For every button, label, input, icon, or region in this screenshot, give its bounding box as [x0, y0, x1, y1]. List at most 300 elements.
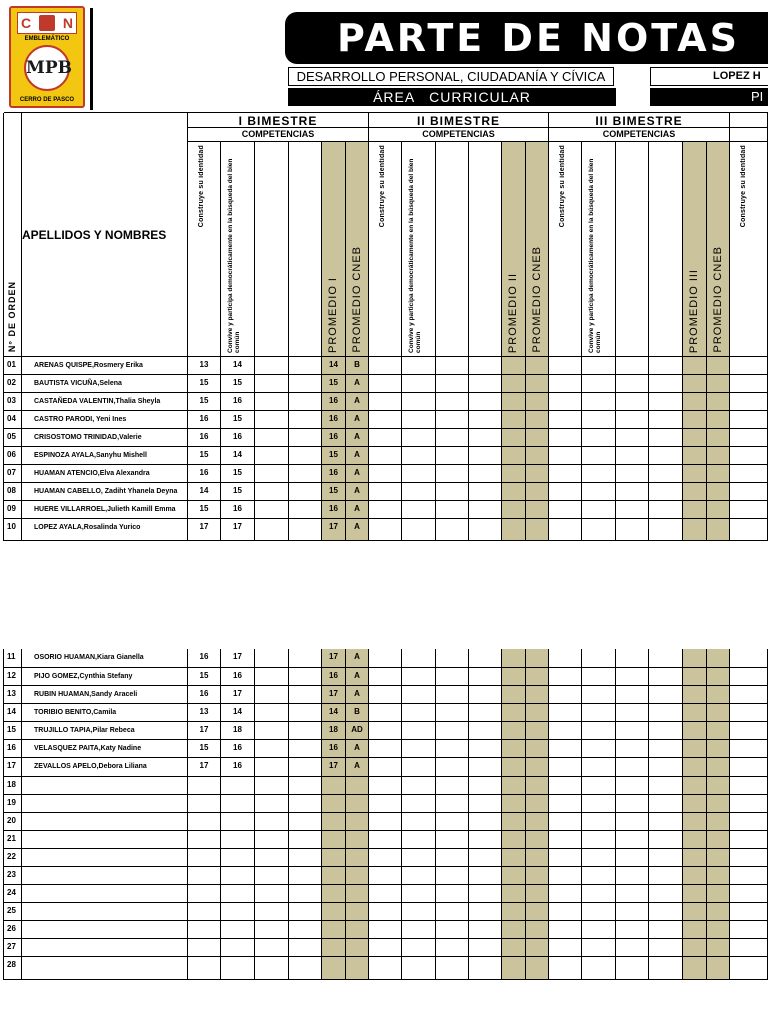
subject-field: DESARROLLO PERSONAL, CIUDADANÍA Y CÍVICA: [288, 67, 614, 86]
order-number: 18: [7, 780, 16, 789]
grade-cell: [188, 686, 221, 704]
order-cell: [4, 813, 22, 831]
grade-cell: [730, 357, 768, 375]
grade-cell: [322, 849, 346, 867]
grade-cell: [649, 867, 683, 885]
grade-cell: [369, 483, 402, 501]
grade-cell: [707, 777, 730, 795]
grade-cneb: B: [354, 707, 360, 716]
order-cell: [4, 465, 22, 483]
grade-cell: [730, 795, 768, 813]
grade-cell: [369, 722, 402, 740]
order-number: 23: [7, 870, 16, 879]
order-cell: [4, 429, 22, 447]
grade-cell: [707, 921, 730, 939]
grade-cell: [730, 957, 768, 980]
grade-promedio: 17: [329, 761, 338, 770]
grade-cell: [255, 722, 289, 740]
grade-construye: 15: [199, 378, 209, 387]
order-cell: [4, 483, 22, 501]
grade-cell: [255, 704, 289, 722]
grade-cell: [549, 939, 582, 957]
grade-cell: [526, 465, 549, 483]
grade-cell: [502, 813, 526, 831]
grade-cell: [549, 777, 582, 795]
grade-cell: [549, 393, 582, 411]
grade-cell: [255, 649, 289, 668]
grade-cell: [683, 483, 707, 501]
grade-cell: [255, 465, 289, 483]
grade-cell: [616, 813, 649, 831]
grade-cell: [369, 704, 402, 722]
competency-construye-label: Construye su identidad: [379, 145, 386, 228]
grade-cell: [402, 777, 436, 795]
grade-cell: [730, 465, 768, 483]
grade-cell: [221, 668, 255, 686]
grade-cell: [616, 375, 649, 393]
grade-cell: [346, 375, 369, 393]
grade-cell: [436, 903, 469, 921]
grade-cell: [469, 813, 502, 831]
competency-construye-label: Construye su identidad: [198, 145, 205, 228]
grade-cell: [255, 429, 289, 447]
grade-cell: [346, 411, 369, 429]
student-name-cell: [22, 519, 188, 541]
grade-cell: [707, 722, 730, 740]
column-header-1-2: [221, 142, 255, 357]
grade-cell: [469, 903, 502, 921]
column-header-1-6: [346, 142, 369, 357]
student-name-cell: [22, 831, 188, 849]
grade-cell: [369, 867, 402, 885]
grade-cell: [502, 921, 526, 939]
grade-convive: 15: [233, 378, 242, 387]
grade-cell: [502, 411, 526, 429]
grade-cell: [526, 501, 549, 519]
grade-cell: [188, 649, 221, 668]
names-header: [22, 113, 188, 357]
grade-cell: [188, 777, 221, 795]
order-cell: [4, 867, 22, 885]
student-name-cell: [22, 375, 188, 393]
grade-cell: [436, 921, 469, 939]
grade-cell: [255, 957, 289, 980]
grade-cell: [402, 465, 436, 483]
grade-cell: [582, 429, 616, 447]
grade-cneb: A: [354, 378, 360, 387]
grade-cell: [582, 777, 616, 795]
grade-cell: [322, 649, 346, 668]
grade-cell: [730, 777, 768, 795]
grade-cell: [707, 411, 730, 429]
grade-cell: [683, 758, 707, 777]
grade-construye: 16: [199, 689, 209, 698]
grade-cell: [616, 447, 649, 465]
grade-cell: [402, 357, 436, 375]
competency-construye-label: Construye su identidad: [559, 145, 566, 228]
student-name: OSORIO HUAMAN,Kiara Gianella: [34, 654, 144, 661]
names-header-label: APELLIDOS Y NOMBRES: [22, 228, 167, 242]
grade-cell: [289, 921, 322, 939]
grade-cell: [436, 777, 469, 795]
grade-cell: [582, 357, 616, 375]
grade-cell: [730, 831, 768, 849]
order-cell: [4, 740, 22, 758]
grade-cell: [616, 722, 649, 740]
grade-cell: [649, 519, 683, 541]
order-cell: [4, 649, 22, 668]
order-cell: [4, 501, 22, 519]
grade-cell: [730, 649, 768, 668]
grade-cell: [255, 411, 289, 429]
area-label: ÁREA CURRICULAR: [288, 88, 616, 106]
grade-cell: [369, 777, 402, 795]
grade-cell: [549, 686, 582, 704]
grade-cell: [221, 813, 255, 831]
order-number: 10: [7, 522, 16, 531]
grade-cell: [730, 429, 768, 447]
grade-promedio: 16: [329, 396, 338, 405]
grade-construye: 13: [199, 707, 209, 716]
grade-cell: [221, 921, 255, 939]
grade-cell: [255, 375, 289, 393]
grade-cell: [188, 758, 221, 777]
student-name-cell: [22, 704, 188, 722]
grade-cell: [369, 939, 402, 957]
grade-cell: [549, 429, 582, 447]
grade-cell: [322, 903, 346, 921]
grade-cell: [289, 501, 322, 519]
grade-cell: [289, 795, 322, 813]
grade-cell: [582, 465, 616, 483]
promedio-header-1: PROMEDIO I: [327, 276, 339, 353]
grade-cell: [730, 939, 768, 957]
order-number: 27: [7, 942, 16, 951]
grade-cell: [526, 686, 549, 704]
order-cell: [4, 903, 22, 921]
grade-cell: [436, 465, 469, 483]
grade-cell: [649, 668, 683, 686]
grade-cell: [649, 375, 683, 393]
grade-cell: [322, 483, 346, 501]
grade-cell: [683, 649, 707, 668]
student-name-cell: [22, 921, 188, 939]
grade-cell: [707, 375, 730, 393]
grade-cell: [502, 465, 526, 483]
order-cell: [4, 668, 22, 686]
grade-construye: 15: [199, 450, 209, 459]
grade-cell: [188, 722, 221, 740]
grade-cell: [402, 447, 436, 465]
grade-convive: 16: [233, 671, 242, 680]
grade-cell: [369, 429, 402, 447]
grade-cell: [221, 649, 255, 668]
grade-cell: [549, 501, 582, 519]
grade-cell: [402, 411, 436, 429]
grade-cell: [683, 519, 707, 541]
grade-cell: [402, 722, 436, 740]
grade-cell: [707, 429, 730, 447]
grade-cell: [255, 501, 289, 519]
order-number: 24: [7, 888, 16, 897]
grade-cell: [322, 668, 346, 686]
grade-construye: 17: [199, 761, 209, 770]
grade-cell: [289, 939, 322, 957]
column-header-3-5: [683, 142, 707, 357]
column-header-2-4: [469, 142, 502, 357]
grade-cell: [436, 813, 469, 831]
grade-cell: [289, 465, 322, 483]
grade-cell: [502, 447, 526, 465]
grade-cell: [730, 903, 768, 921]
order-number: 06: [7, 450, 16, 459]
grade-cell: [188, 393, 221, 411]
grade-cell: [707, 465, 730, 483]
grade-construye: 14: [199, 486, 209, 495]
grade-cell: [322, 393, 346, 411]
logo-letter-left: C: [21, 15, 32, 31]
grade-cell: [322, 686, 346, 704]
grade-cell: [549, 831, 582, 849]
grade-cell: [582, 393, 616, 411]
grade-cell: [730, 686, 768, 704]
grade-cell: [289, 519, 322, 541]
grade-cell: [369, 921, 402, 939]
grade-cell: [469, 501, 502, 519]
grade-cell: [616, 921, 649, 939]
order-cell: [4, 795, 22, 813]
grade-cell: [188, 740, 221, 758]
grade-cell: [616, 704, 649, 722]
grade-cell: [322, 921, 346, 939]
grade-cell: [526, 777, 549, 795]
grade-cell: [526, 393, 549, 411]
grade-cell: [649, 813, 683, 831]
order-cell: [4, 939, 22, 957]
grade-cell: [502, 795, 526, 813]
grade-construye: 17: [199, 725, 209, 734]
order-cell: [4, 957, 22, 980]
grade-cell: [402, 649, 436, 668]
grade-cell: [188, 813, 221, 831]
grade-construye: 15: [199, 671, 209, 680]
student-name-cell: [22, 740, 188, 758]
student-name-cell: [22, 393, 188, 411]
grade-cell: [469, 447, 502, 465]
grade-cell: [346, 957, 369, 980]
student-name: CRISOSTOMO TRINIDAD,Valerie: [34, 434, 142, 441]
grade-cell: [526, 375, 549, 393]
grade-cell: [346, 813, 369, 831]
grade-cell: [188, 501, 221, 519]
grade-cell: [369, 831, 402, 849]
grade-cell: [730, 885, 768, 903]
grade-cneb: A: [354, 486, 360, 495]
grade-cell: [616, 668, 649, 686]
grade-cell: [582, 795, 616, 813]
student-name-cell: [22, 686, 188, 704]
grade-cell: [469, 668, 502, 686]
grade-cell: [730, 758, 768, 777]
grade-cell: [730, 483, 768, 501]
grade-cell: [526, 758, 549, 777]
student-name: HUERE VILLARROEL,Julieth Kamill Emma: [34, 506, 176, 513]
column-header-1-1: [188, 142, 221, 357]
grade-cell: [322, 519, 346, 541]
student-name-cell: [22, 447, 188, 465]
teacher-field: LOPEZ H: [650, 67, 768, 86]
grade-cell: [707, 939, 730, 957]
student-name-cell: [22, 939, 188, 957]
grade-cell: [730, 411, 768, 429]
grade-construye: 15: [199, 396, 209, 405]
grade-cell: [649, 957, 683, 980]
grade-cell: [369, 686, 402, 704]
grade-cell: [707, 957, 730, 980]
grade-cell: [402, 704, 436, 722]
order-number: 03: [7, 396, 16, 405]
grade-cell: [469, 704, 502, 722]
student-name-cell: [22, 885, 188, 903]
grade-cell: [402, 740, 436, 758]
grade-cell: [469, 357, 502, 375]
grade-promedio: 14: [329, 360, 338, 369]
grade-cell: [502, 375, 526, 393]
grade-cell: [502, 831, 526, 849]
promedio-cneb-header-1: PROMEDIO CNEB: [351, 246, 363, 353]
student-name-cell: [22, 903, 188, 921]
grade-cell: [502, 393, 526, 411]
grade-cell: [582, 722, 616, 740]
grade-cell: [502, 758, 526, 777]
grade-cell: [469, 831, 502, 849]
grade-cell: [436, 483, 469, 501]
grade-cell: [322, 957, 346, 980]
grade-construye: 16: [199, 468, 209, 477]
grade-cell: [649, 831, 683, 849]
grade-cell: [255, 758, 289, 777]
grade-cell: [255, 885, 289, 903]
grade-cell: [436, 649, 469, 668]
grade-cell: [188, 939, 221, 957]
grade-cell: [221, 777, 255, 795]
grade-promedio: 15: [329, 450, 338, 459]
grade-cell: [188, 375, 221, 393]
grade-cell: [221, 795, 255, 813]
order-number: 19: [7, 798, 16, 807]
competencias-label-1: COMPETENCIAS: [241, 129, 315, 139]
grade-convive: 15: [233, 486, 242, 495]
grade-cell: [649, 777, 683, 795]
grade-cell: [221, 447, 255, 465]
competencias-header-1: [188, 128, 369, 142]
grade-cell: [289, 704, 322, 722]
grade-cell: [683, 465, 707, 483]
grade-cell: [526, 668, 549, 686]
grade-cell: [649, 849, 683, 867]
grade-cell: [322, 429, 346, 447]
grade-cell: [502, 704, 526, 722]
grade-cell: [526, 867, 549, 885]
grade-cell: [649, 795, 683, 813]
grade-cell: [402, 429, 436, 447]
grade-cell: [683, 740, 707, 758]
grade-cell: [582, 519, 616, 541]
grade-cell: [549, 357, 582, 375]
grade-cell: [526, 519, 549, 541]
grade-cell: [616, 777, 649, 795]
order-cell: [4, 885, 22, 903]
grade-cell: [289, 668, 322, 686]
grade-promedio: 15: [329, 378, 338, 387]
grade-cell: [683, 411, 707, 429]
order-number: 13: [7, 689, 16, 698]
student-name: TRUJILLO TAPIA,Pilar Rebeca: [34, 727, 135, 734]
grade-cell: [322, 411, 346, 429]
grade-cell: [188, 795, 221, 813]
grade-cell: [526, 483, 549, 501]
order-cell: [4, 831, 22, 849]
bimestre-header-1: [188, 113, 369, 128]
grade-cell: [683, 393, 707, 411]
grade-cell: [469, 939, 502, 957]
grade-cell: [346, 921, 369, 939]
grade-cell: [188, 429, 221, 447]
grade-construye: 15: [199, 504, 209, 513]
grade-cell: [730, 921, 768, 939]
grade-cell: [369, 813, 402, 831]
order-cell: [4, 375, 22, 393]
grade-cell: [188, 519, 221, 541]
grade-cell: [683, 501, 707, 519]
grade-cell: [188, 867, 221, 885]
grade-cell: [369, 649, 402, 668]
grade-cell: [649, 686, 683, 704]
grade-cell: [582, 903, 616, 921]
student-name-cell: [22, 957, 188, 980]
grade-cell: [322, 375, 346, 393]
order-header-label: N° DE ORDEN: [7, 280, 17, 352]
grade-cell: [649, 429, 683, 447]
column-header-4-1: [730, 142, 768, 357]
column-header-2-6: [526, 142, 549, 357]
grade-cell: [526, 447, 549, 465]
grade-cell: [369, 903, 402, 921]
grade-cell: [322, 465, 346, 483]
order-number: 14: [7, 707, 16, 716]
order-cell: [4, 393, 22, 411]
grade-cneb: AD: [351, 725, 363, 734]
grade-convive: 15: [233, 468, 242, 477]
grade-cell: [526, 704, 549, 722]
grade-cell: [649, 447, 683, 465]
grade-cell: [436, 885, 469, 903]
grade-cell: [469, 375, 502, 393]
grade-cell: [502, 519, 526, 541]
student-name: ESPINOZA AYALA,Sanyhu Mishell: [34, 452, 147, 459]
grade-cneb: A: [354, 652, 360, 661]
grade-cell: [730, 519, 768, 541]
column-header-3-1: [549, 142, 582, 357]
grade-cell: [502, 501, 526, 519]
grade-cell: [707, 357, 730, 375]
grade-cell: [616, 885, 649, 903]
grade-cell: [402, 939, 436, 957]
grade-cell: [221, 393, 255, 411]
grade-cell: [369, 885, 402, 903]
grade-cell: [221, 849, 255, 867]
logo-mark: MPB: [26, 58, 72, 78]
